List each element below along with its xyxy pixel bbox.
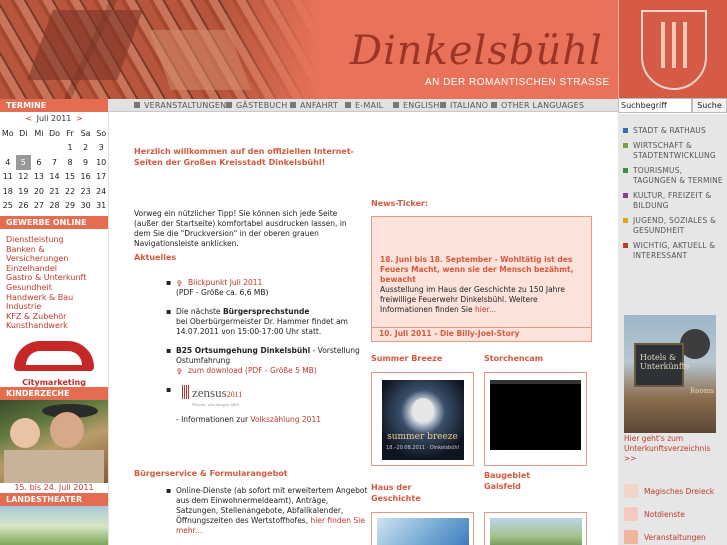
nav-english[interactable]	[393, 99, 440, 112]
square-bullet-icon	[623, 193, 628, 198]
calendar-day[interactable]: 4	[5, 157, 11, 167]
calendar-day[interactable]: 20	[33, 186, 44, 196]
right-nav-label: WIRTSCHAFT & STADTENTWICKLUNG	[633, 141, 716, 160]
b25-text: - Vorstellung Ostumfahrung	[176, 346, 360, 365]
summer-breeze-heading[interactable]: Summer Breeze	[371, 354, 443, 363]
buergerservice-heading: Bürgerservice & Formularangebot	[134, 469, 288, 478]
calendar-day[interactable]: 30	[80, 201, 91, 211]
blickpunkt-size: (PDF - Größe ca. 6,6 MB)	[176, 288, 269, 297]
nav-email[interactable]	[345, 99, 383, 112]
calendar-grid	[0, 126, 109, 213]
nav-anfahrt[interactable]	[290, 99, 338, 112]
top-navigation	[109, 99, 618, 112]
kinderzeche-heading[interactable]: KINDERZECHE	[0, 387, 108, 400]
right-nav-label: WICHTIG, AKTUELL & INTERESSANT	[633, 241, 716, 260]
wheat-ear-shape	[683, 22, 687, 68]
medical-icon	[624, 507, 638, 521]
gewerbe-link[interactable]: Gesundheit	[6, 282, 52, 292]
landestheater-heading[interactable]: LANDESTHEATER	[0, 493, 108, 506]
storchencam-image	[490, 380, 581, 450]
calendar-weekday: Mo	[1, 128, 14, 138]
nav-italiano[interactable]	[440, 99, 488, 112]
gewerbe-link[interactable]: Dienstleistung	[6, 235, 64, 244]
square-bullet-icon	[393, 102, 399, 108]
baugebiet-gaisfeld-image	[490, 518, 582, 545]
calendar-day[interactable]: 15	[64, 172, 76, 182]
blickpunkt-link[interactable]: Blickpunkt Juli 2011	[188, 278, 263, 287]
wheat-ear-shape	[661, 22, 665, 68]
pdf-icon: ✞	[176, 367, 183, 376]
kinderzeche-photo[interactable]	[0, 400, 108, 483]
storchencam-heading[interactable]: Storchencam	[484, 354, 544, 363]
b25-download-link[interactable]: zum download (PDF - Größe 5 MB)	[188, 366, 317, 375]
summer-breeze-box[interactable]	[371, 372, 474, 466]
square-bullet-icon	[226, 102, 232, 108]
news-item-title[interactable]: 18. Juni bis 18. September - Wohltätig ist des Feuers Macht, wenn sie der Mensch bezähmt, bewacht	[380, 255, 574, 284]
citymarketing-label: Citymarketing	[22, 377, 86, 387]
calendar-day[interactable]: 8	[67, 157, 73, 167]
buergersprechstunde-title: Bürgersprechstunde	[222, 307, 310, 316]
zensus-logo-year: 2011	[226, 390, 243, 399]
buergersprechstunde-pre: Die nächste	[176, 307, 221, 316]
nav-label: E-MAIL	[355, 101, 384, 110]
list-item	[166, 278, 366, 298]
right-nav-item[interactable]	[618, 141, 727, 161]
calendar-day[interactable]: 12	[18, 172, 29, 182]
search-button[interactable]: Suche	[692, 98, 727, 113]
list-item	[166, 346, 366, 376]
right-nav-label: JUGEND, SOZIALES & GESUNDHEIT	[633, 216, 717, 235]
magisches-dreieck-label: Magisches Dreieck	[644, 487, 715, 496]
calendar-day[interactable]: 19	[18, 186, 29, 196]
landestheater-photo[interactable]	[0, 506, 108, 545]
calendar-day[interactable]: 31	[96, 201, 107, 211]
veranstaltungen-label: Veranstaltungen	[644, 533, 706, 542]
gewerbe-link[interactable]: Gastro & Unterkunft	[6, 273, 87, 283]
calendar-day[interactable]: 6	[36, 157, 42, 167]
nav-veranstaltungen[interactable]	[134, 99, 226, 112]
calendar-day[interactable]: 24	[96, 186, 107, 196]
gewerbe-link[interactable]: Einzelhandel	[6, 263, 57, 273]
nav-other-languages[interactable]	[491, 99, 584, 112]
calendar-day[interactable]: 22	[64, 186, 76, 196]
summer-breeze-image	[382, 380, 464, 460]
storchencam-box[interactable]	[484, 372, 587, 466]
calendar-icon	[624, 530, 638, 544]
gewerbe-link[interactable]: Handwerk & Bau	[6, 292, 74, 302]
calendar-week	[0, 184, 109, 199]
calendar-day[interactable]: 2	[83, 143, 89, 153]
calendar-week	[0, 141, 109, 156]
calendar-week	[0, 170, 109, 185]
right-nav-label: TOURISMUS, TAGUNGEN & TERMINE	[633, 166, 723, 185]
haus-der-geschichte-box[interactable]	[371, 512, 474, 545]
calendar-weekday: So	[96, 128, 107, 138]
header-roof-shape	[149, 30, 251, 90]
calendar-day[interactable]: 7	[51, 157, 58, 167]
skull-icon	[412, 398, 434, 422]
list-item	[166, 385, 366, 425]
calendar-day[interactable]: 28	[49, 201, 60, 211]
nav-label: ENGLISH	[403, 101, 440, 110]
right-nav-label: STADT & RATHAUS	[633, 126, 706, 135]
right-nav-item[interactable]	[618, 216, 727, 236]
citymarketing-banner[interactable]	[0, 337, 108, 387]
calendar-weekday: Sa	[80, 128, 91, 138]
wheat-ear-shape	[672, 22, 676, 68]
calendar-empty-cell	[16, 141, 32, 156]
calendar-weekday: Mi	[34, 128, 44, 138]
list-item	[166, 307, 366, 337]
list-item	[166, 486, 371, 536]
square-bullet-icon	[623, 143, 628, 148]
welcome-heading: Herzlich willkommen auf den offiziellen Internet-Seiten der Großen Kreisstadt Dinkelsbühl!	[134, 147, 354, 167]
square-bullet-icon	[491, 102, 497, 108]
zensus-logo[interactable]	[176, 385, 366, 415]
calendar-empty-cell	[31, 141, 47, 156]
calendar-day[interactable]: 3	[98, 143, 104, 153]
calendar-prev-icon[interactable]: <	[25, 114, 33, 123]
news-ticker-heading: News-Ticker:	[371, 199, 429, 208]
calendar-days	[0, 141, 109, 214]
baugebiet-gaisfeld-box[interactable]	[484, 512, 587, 545]
right-nav-item[interactable]	[618, 241, 727, 261]
square-bullet-icon	[623, 243, 628, 248]
calendar-next-icon[interactable]: >	[75, 114, 83, 123]
nav-label: ITALIANO	[450, 101, 489, 110]
gewerbe-link[interactable]: KFZ & Zubehör	[6, 311, 67, 321]
right-nav-item[interactable]	[618, 191, 727, 211]
photo-shape	[50, 412, 84, 448]
gewerbe-link[interactable]: Industrie	[6, 302, 42, 312]
square-bullet-icon	[623, 128, 628, 133]
kinderzeche-date: 15. bis 24. Juli 2011	[14, 482, 94, 492]
main-content	[109, 114, 618, 545]
site-subtitle: AN DER ROMANTISCHEN STRASSE	[425, 77, 610, 88]
news-divider	[372, 327, 591, 328]
notdienste-label: Notdienste	[644, 510, 685, 519]
unterkunft-link[interactable]: Hier geht's zum Unterkunftsverzeichnis >>	[624, 434, 711, 463]
aktuelles-list	[166, 278, 366, 434]
calendar-weekday: Fr	[66, 128, 74, 138]
calendar-day[interactable]: 16	[80, 172, 91, 182]
calendar-day[interactable]: 11	[2, 172, 13, 182]
photo-shape	[10, 418, 40, 448]
zensus-link[interactable]: Volkszählung 2011	[250, 415, 322, 424]
calendar-day[interactable]: 14	[49, 172, 60, 182]
calendar-day[interactable]: 1	[67, 143, 73, 153]
zensus-bars-icon	[182, 385, 190, 399]
right-navigation	[618, 126, 727, 266]
search-input[interactable]	[618, 98, 692, 113]
calendar-day[interactable]: 23	[80, 186, 91, 196]
right-nav-item[interactable]	[618, 126, 727, 136]
news-item-body: Ausstellung im Haus der Geschichte zu 150 Jahre freiwillige Feuerwehr Dinkelsbühl. Weitere Informationen finden Sie	[380, 285, 565, 314]
calendar-empty-cell	[0, 141, 16, 156]
calendar-day[interactable]: 26	[18, 201, 29, 211]
news-ticker-box	[371, 216, 592, 342]
news-more-link[interactable]: hier...	[475, 305, 497, 314]
calendar-day[interactable]: 27	[33, 201, 44, 211]
nav-label: OTHER LANGUAGES	[501, 101, 585, 110]
buergerservice-link[interactable]: hier finden Sie mehr...	[176, 516, 365, 535]
summer-breeze-image-label: summer breeze	[387, 432, 458, 442]
baugebiet-gaisfeld-heading[interactable]: Baugebiet Gaisfeld	[484, 471, 531, 491]
calendar-month-nav	[0, 112, 108, 126]
calendar-empty-cell	[47, 141, 63, 156]
header-rooftops-photo	[0, 0, 320, 99]
calendar-day[interactable]: 21	[49, 186, 60, 196]
magisches-dreieck-link[interactable]	[624, 484, 714, 498]
nav-label: VERANSTALTUNGEN	[144, 101, 227, 110]
square-bullet-icon	[290, 102, 296, 108]
haus-der-geschichte-image	[377, 518, 469, 545]
header-roof-shape	[27, 10, 142, 80]
search-area	[618, 98, 727, 114]
calendar-month-label: Juli 2011	[36, 114, 72, 123]
pdf-icon: ✞	[176, 279, 183, 288]
rooms-sign-text: Rooms	[690, 387, 714, 395]
coat-of-arms-icon	[618, 0, 727, 99]
zensus-pre: - Informationen zur	[176, 415, 249, 424]
news-item-title[interactable]: 10. Juli 2011 - Die Billy-Joel-Story	[379, 329, 520, 338]
site-header	[0, 0, 727, 99]
calendar-day[interactable]: 13	[33, 172, 44, 182]
hotel-sign	[634, 343, 690, 387]
haus-der-geschichte-heading[interactable]: Haus der Geschichte	[371, 483, 421, 503]
calendar-day[interactable]: 10	[96, 157, 107, 167]
hotel-sign-text: Hotels & Unterkünfte	[640, 353, 690, 371]
square-bullet-icon	[345, 102, 351, 108]
nav-gaestebuch[interactable]	[226, 99, 287, 112]
buergersprechstunde-text: bei Oberbürgermeister Dr. Hammer findet am 14.07.2011 von 15:00-17:00 Uhr statt.	[176, 317, 348, 336]
buergerservice-list	[166, 486, 371, 545]
left-sidebar	[0, 99, 109, 545]
hotels-photo[interactable]	[624, 315, 716, 433]
calendar-weekday: Di	[19, 128, 28, 138]
square-bullet-icon	[440, 102, 446, 108]
square-bullet-icon	[134, 102, 140, 108]
right-nav-label: KULTUR, FREIZEIT & BILDUNG	[633, 191, 712, 210]
citymarketing-logo-icon	[10, 337, 99, 377]
gewerbe-list	[0, 229, 108, 331]
calendar-day[interactable]: 17	[96, 172, 107, 182]
calendar-day[interactable]: 29	[64, 201, 76, 211]
nav-label: GÄSTEBUCH	[236, 101, 288, 110]
notdienste-link[interactable]	[624, 507, 685, 521]
calendar-day[interactable]: 5	[16, 155, 32, 170]
zensus-logo-tagline: Wissen, was morgen zählt	[192, 402, 239, 407]
triangle-icon	[624, 484, 638, 498]
gewerbe-link[interactable]: Kunsthandwerk	[6, 321, 68, 331]
summer-breeze-image-date: 18.–20.08.2011 · Dinkelsbühl	[386, 445, 459, 451]
zensus-logo-text: zensus	[192, 385, 227, 400]
calendar-day[interactable]: 9	[83, 157, 89, 167]
calendar-week	[0, 155, 109, 170]
gewerbe-link[interactable]: Banken & Versicherungen	[6, 244, 69, 264]
termine-heading[interactable]: TERMINE	[0, 99, 108, 112]
gewerbe-heading[interactable]: GEWERBE ONLINE	[0, 216, 108, 229]
calendar-day[interactable]: 25	[2, 201, 13, 211]
buergerservice-text: Online-Dienste (ab sofort mit erweitertem Angebot aus dem Einwohnermeldeamt), Anträge, Satzungen, Stellenangebote, Abfallkalender, Öffnungszeiten des Wertstoffhofes,	[176, 486, 368, 525]
calendar-week	[0, 199, 109, 214]
right-nav-item[interactable]	[618, 166, 727, 186]
site-title[interactable]: Dinkelsbühl	[350, 28, 603, 74]
calendar-day[interactable]: 18	[2, 186, 13, 196]
calendar-weekday: Do	[48, 128, 60, 138]
right-sidebar	[618, 114, 727, 545]
veranstaltungen-link[interactable]	[624, 530, 706, 544]
square-bullet-icon	[623, 168, 628, 173]
news-item-text	[380, 285, 590, 315]
square-bullet-icon	[623, 218, 628, 223]
b25-title: B25 Ortsumgehung Dinkelsbühl	[176, 346, 311, 355]
aktuelles-heading: Aktuelles	[134, 253, 177, 262]
print-tip-text: Vorweg ein nützlicher Tipp! Sie können sich jede Seite (außer der Startseite) komfortabel ausdrucken lassen, in dem Sie die "Druckversion" in der oberen grauen Navigationsleiste anklicken.	[134, 209, 347, 248]
photo-shape	[4, 450, 104, 483]
webcam-bar	[490, 380, 581, 384]
nav-label: ANFAHRT	[300, 101, 339, 110]
